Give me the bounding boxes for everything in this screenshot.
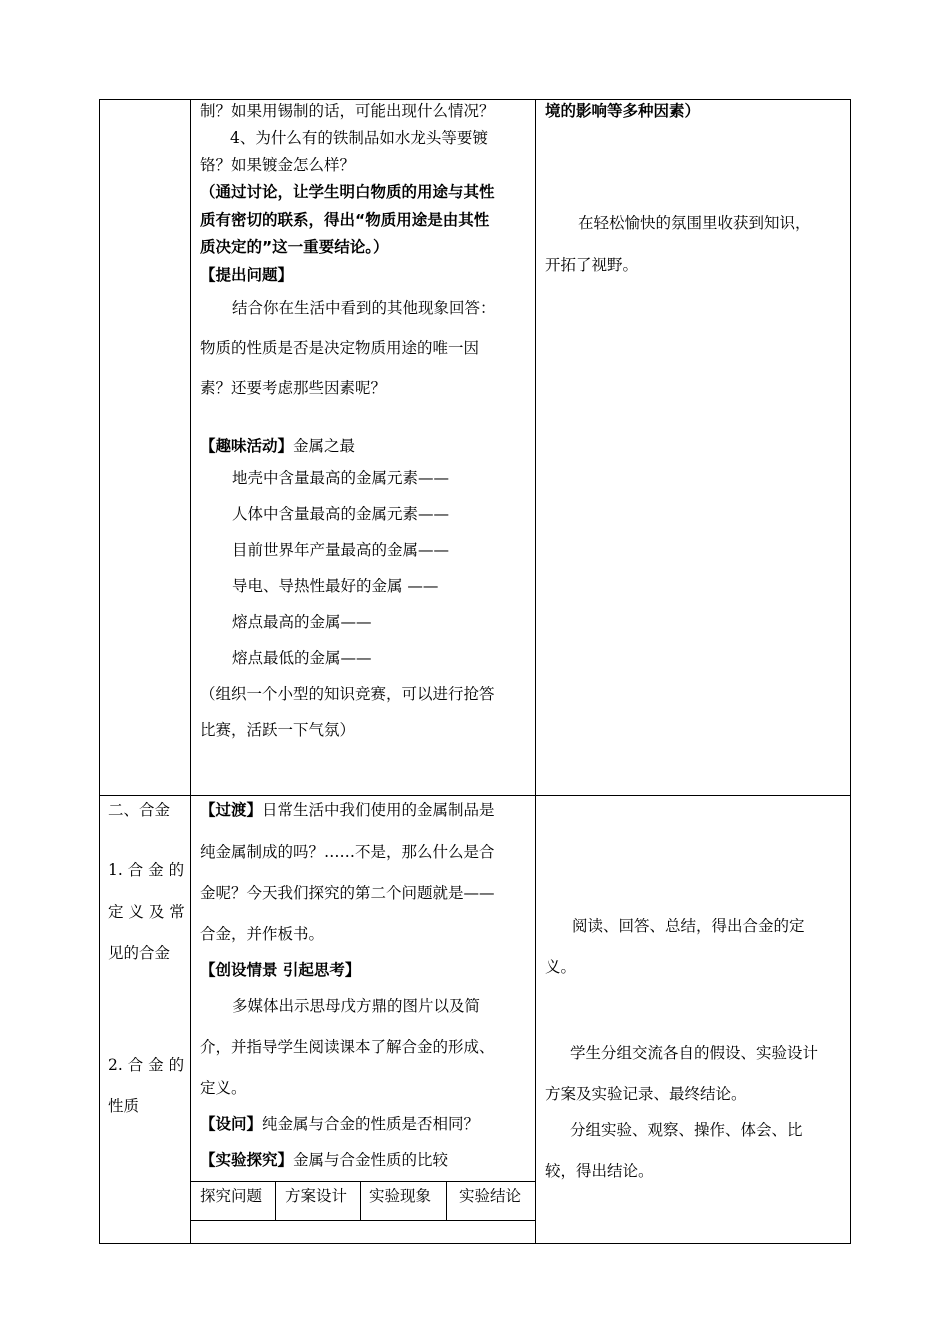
topic-label: 1. 合 金 的 bbox=[108, 861, 185, 879]
text-line: 比赛，活跃一下气氛） bbox=[200, 721, 356, 739]
text-line: 分组实验、观察、操作、体会、比 bbox=[570, 1121, 803, 1139]
table-bottom-border bbox=[99, 1243, 851, 1244]
text-line bbox=[200, 436, 355, 456]
section-heading: 【趣味活动】 bbox=[200, 437, 294, 455]
column-divider-2 bbox=[535, 99, 536, 1244]
text-line: 定义。 bbox=[200, 1079, 247, 1097]
text-line: 纯金属制成的吗？……不是，那么什么是合 bbox=[200, 843, 495, 861]
text-line bbox=[200, 1150, 448, 1170]
section-title: 二、合金 bbox=[108, 801, 171, 819]
table-header-cell: 方案设计 bbox=[285, 1187, 348, 1205]
section-heading: 【过渡】 bbox=[200, 801, 263, 819]
heading-text: 金属之最 bbox=[293, 437, 356, 455]
heading-text: 日常生活中我们使用的金属制品是 bbox=[262, 801, 495, 819]
inner-table-divider bbox=[446, 1181, 447, 1221]
list-item: 导电、导热性最好的金属 —— bbox=[232, 577, 439, 595]
section-heading: 【提出问题】 bbox=[200, 266, 294, 284]
inner-table-divider bbox=[275, 1181, 276, 1221]
text-line: （通过讨论，让学生明白物质的用途与其性 bbox=[200, 183, 495, 201]
text-line: 介，并指导学生阅读课本了解合金的形成、 bbox=[200, 1038, 495, 1056]
list-item: 熔点最高的金属—— bbox=[232, 613, 372, 631]
text-line: 学生分组交流各自的假设、实验设计 bbox=[570, 1044, 819, 1062]
text-line bbox=[200, 1114, 479, 1134]
text-line bbox=[200, 800, 495, 820]
text-line: 质有密切的联系，得出“物质用途是由其性 bbox=[200, 211, 490, 229]
inner-table-bottom bbox=[191, 1220, 535, 1221]
text-line: 铬？如果镀金怎么样？ bbox=[200, 156, 356, 174]
heading-text: 金属与合金性质的比较 bbox=[293, 1151, 449, 1169]
text-line: 方案及实验记录、最终结论。 bbox=[545, 1085, 747, 1103]
table-header-cell: 实验现象 bbox=[369, 1187, 432, 1205]
list-item: 目前世界年产量最高的金属—— bbox=[232, 541, 450, 559]
topic-label: 2. 合 金 的 bbox=[108, 1056, 185, 1074]
list-item: 人体中含量最高的金属元素—— bbox=[232, 505, 450, 523]
topic-label: 性质 bbox=[108, 1097, 140, 1115]
list-item: 熔点最低的金属—— bbox=[232, 649, 372, 667]
text-line: 开拓了视野。 bbox=[545, 256, 639, 274]
text-line: 较，得出结论。 bbox=[545, 1162, 654, 1180]
topic-label: 见的合金 bbox=[108, 944, 171, 962]
table-right-border bbox=[850, 99, 851, 1244]
heading-text: 纯金属与合金的性质是否相同？ bbox=[262, 1115, 480, 1133]
text-line: （组织一个小型的知识竞赛，可以进行抢答 bbox=[200, 685, 495, 703]
table-left-border bbox=[99, 99, 100, 1244]
table-header-cell: 实验结论 bbox=[459, 1187, 522, 1205]
inner-table-divider bbox=[360, 1181, 361, 1221]
text-line: 多媒体出示思母戊方鼎的图片以及简 bbox=[232, 997, 481, 1015]
text-line: 阅读、回答、总结，得出合金的定 bbox=[572, 917, 805, 935]
column-divider-1 bbox=[190, 99, 191, 1244]
section-heading: 【创设情景 引起思考】 bbox=[200, 961, 361, 979]
text-line: 素？还要考虑那些因素呢？ bbox=[200, 379, 387, 397]
table-header-cell: 探究问题 bbox=[200, 1187, 263, 1205]
text-line: 金呢？今天我们探究的第二个问题就是—— bbox=[200, 884, 495, 902]
text-line: 制？如果用锡制的话，可能出现什么情况？ bbox=[200, 102, 495, 120]
text-line: 质决定的”这一重要结论。） bbox=[200, 238, 389, 256]
text-line: 4、为什么有的铁制品如水龙头等要镀 bbox=[230, 129, 488, 147]
list-item: 地壳中含量最高的金属元素—— bbox=[232, 469, 450, 487]
text-line: 在轻松愉快的氛围里收获到知识， bbox=[578, 214, 811, 232]
text-line: 物质的性质是否是决定物质用途的唯一因 bbox=[200, 339, 480, 357]
row-divider bbox=[99, 795, 851, 796]
inner-table-top bbox=[191, 1181, 535, 1182]
section-heading: 【实验探究】 bbox=[200, 1151, 294, 1169]
topic-label: 定 义 及 常 bbox=[108, 903, 185, 921]
text-line: 合金，并作板书。 bbox=[200, 925, 325, 943]
text-line: 境的影响等多种因素） bbox=[545, 102, 701, 120]
table-top-border bbox=[99, 99, 851, 100]
text-line: 义。 bbox=[545, 958, 577, 976]
text-line: 结合你在生活中看到的其他现象回答： bbox=[232, 299, 496, 317]
section-heading: 【设问】 bbox=[200, 1115, 263, 1133]
